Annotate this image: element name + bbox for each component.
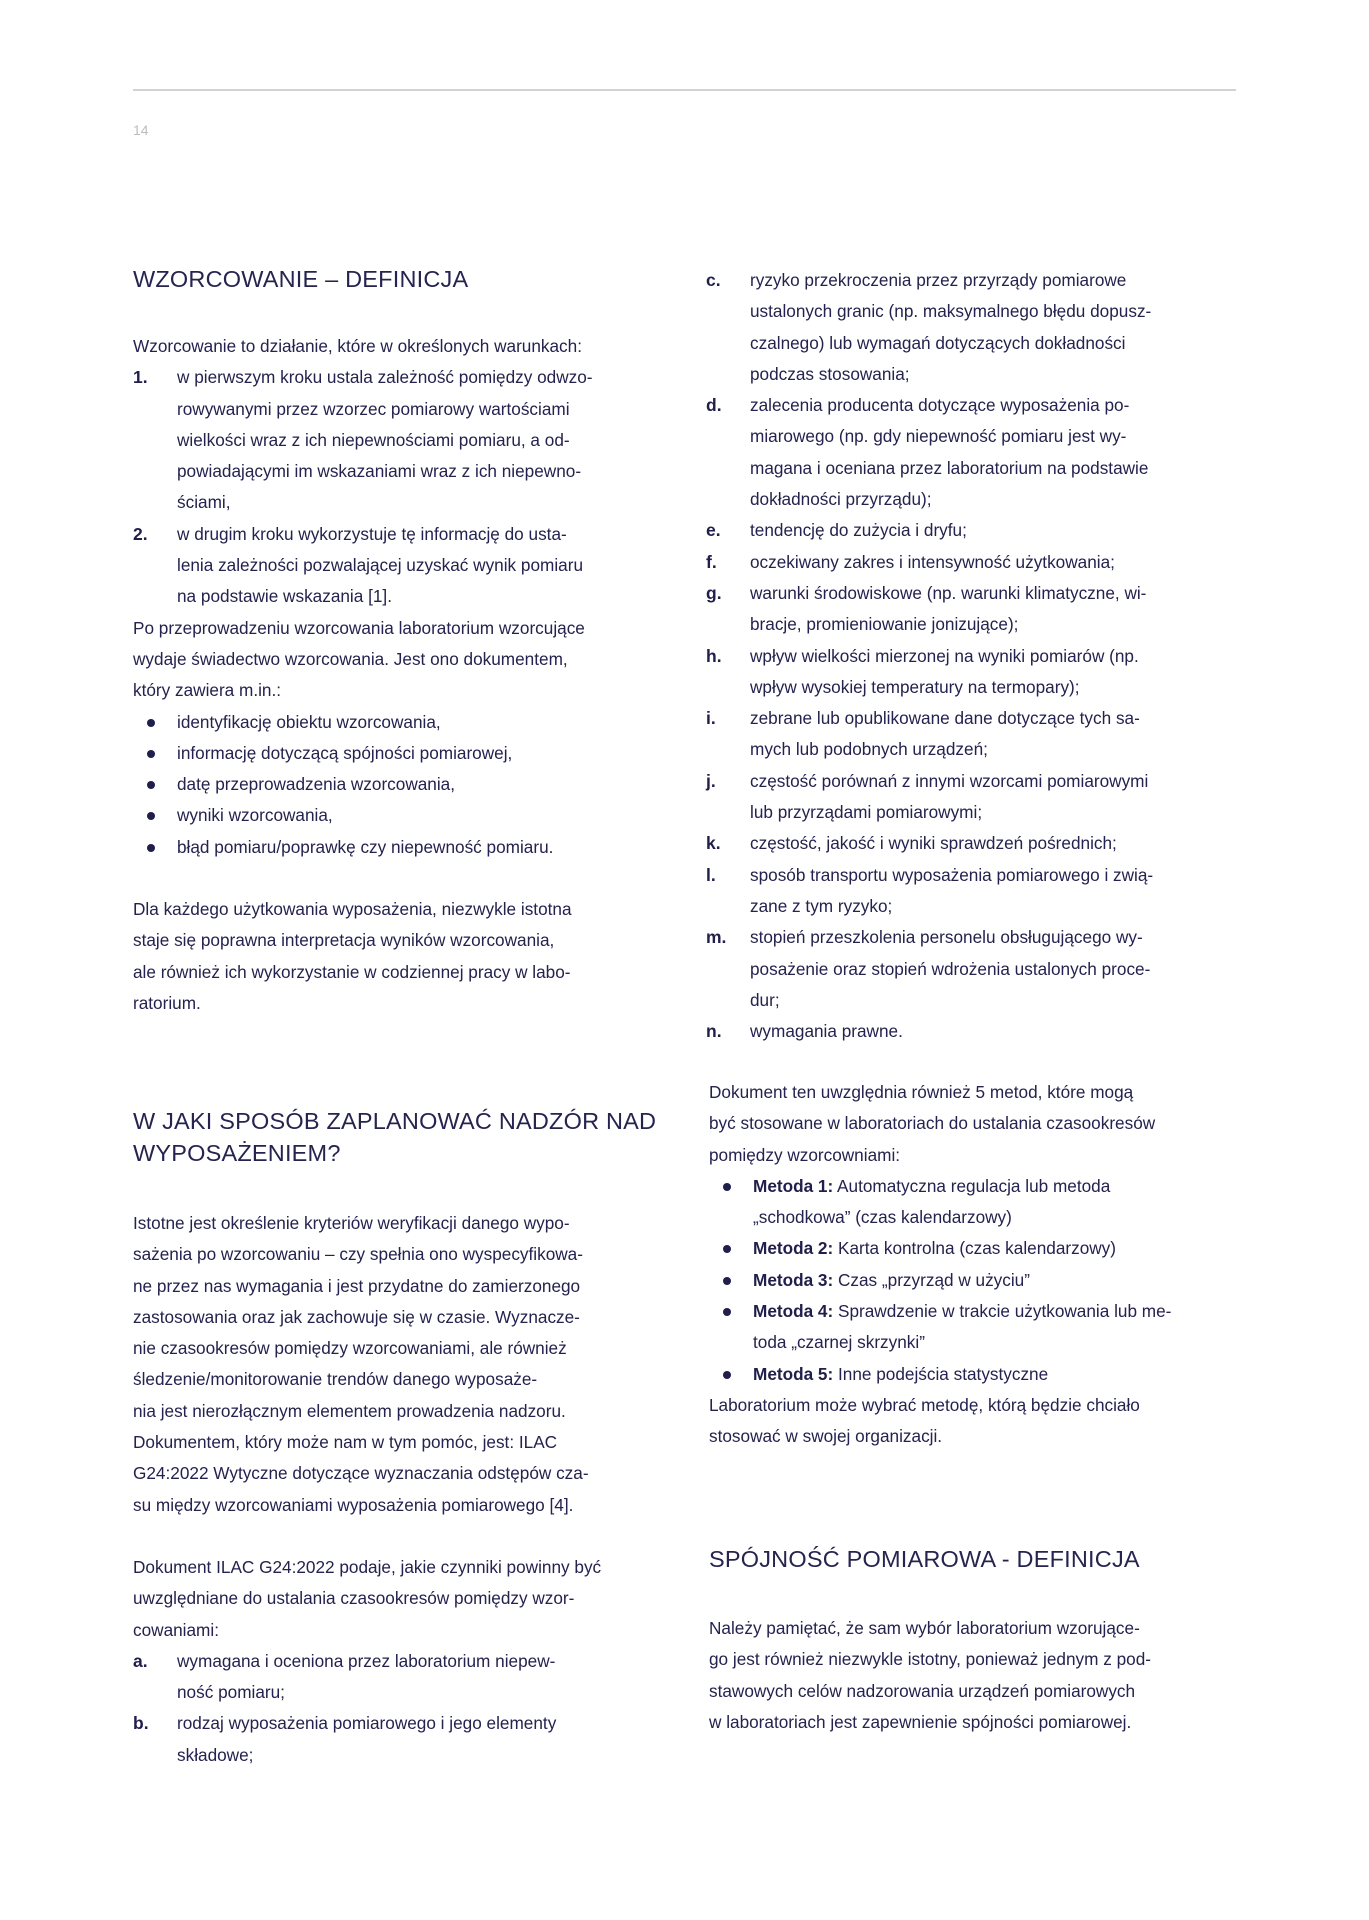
item-text-line: bracje, promieniowanie jonizujące); <box>750 614 1019 635</box>
item-text-line: wpływ wielkości mierzonej na wyniki pomiarów (np. <box>750 645 1139 666</box>
text-line: staje się poprawna interpretacja wyników wzorcowania, <box>133 930 555 951</box>
item-text-line: posażenie oraz stopień wdrożenia ustalonych proce- <box>750 958 1151 979</box>
text-line: Dokumentem, który może nam w tym pomóc, jest: ILAC <box>133 1432 558 1453</box>
factors-continued <box>706 265 1236 1047</box>
list-marker: e. <box>706 520 721 541</box>
method-label: Metoda 4: <box>753 1301 834 1322</box>
item-text-line: miarowego (np. gdy niepewność pomiaru jest wy- <box>750 426 1127 447</box>
text-line: być stosowane w laboratoriach do ustalania czasookresów <box>709 1113 1156 1134</box>
item-text-line: wpływ wysokiej temperatury na termopary); <box>750 676 1080 697</box>
item-text-line: zane z tym ryzyko; <box>750 895 893 916</box>
section-spojnosc <box>709 1543 1239 1738</box>
text-line: stosować w swojej organizacji. <box>709 1426 943 1447</box>
method-description: Inne podejścia statystyczne <box>833 1363 1049 1384</box>
list-marker: i. <box>706 708 716 729</box>
list-item <box>706 578 1236 641</box>
item-text-line: w pierwszym kroku ustala zależność pomiędzy odwzo- <box>177 367 593 388</box>
text-line: su między wzorcowaniami wyposażenia pomiarowego [4]. <box>133 1494 574 1515</box>
steps-list <box>133 362 663 612</box>
item-text-line: zalecenia producenta dotyczące wyposażenia po- <box>750 395 1130 416</box>
list-item <box>706 265 1236 390</box>
bullet-text: informację dotyczącą spójności pomiarowej, <box>177 742 513 763</box>
method-description: Karta kontrolna (czas kalendarzowy) <box>833 1238 1116 1259</box>
list-marker: a. <box>133 1650 148 1671</box>
method-item <box>709 1296 1239 1359</box>
list-marker: g. <box>706 582 722 603</box>
text-line: Istotne jest określenie kryteriów weryfikacji danego wypo- <box>133 1213 570 1233</box>
item-text-line: ryzyko przekroczenia przez przyrządy pomiarowe <box>750 270 1127 290</box>
item-text-line: wymagania prawne. <box>750 1021 903 1042</box>
bullet-text: identyfikację obiektu wzorcowania, <box>177 711 441 732</box>
list-item <box>133 1708 663 1771</box>
item-text-line: oczekiwany zakres i intensywność użytkowania; <box>750 551 1115 572</box>
bullet-icon <box>147 812 155 820</box>
item-text-line: dur; <box>750 989 780 1010</box>
list-item <box>133 362 663 518</box>
text-line: w laboratoriach jest zapewnienie spójności pomiarowej. <box>709 1711 1132 1732</box>
bullet-icon <box>723 1183 731 1191</box>
method-description: Sprawdzenie w trakcie użytkowania lub me- <box>833 1301 1172 1322</box>
method-item <box>709 1359 1239 1390</box>
method-text-line <box>753 1359 1239 1390</box>
text-line: stawowych celów nadzorowania urządzeń pomiarowych <box>709 1680 1136 1701</box>
text-line: cowaniami: <box>133 1619 219 1640</box>
item-text-line: sposób transportu wyposażenia pomiarowego i zwią- <box>750 864 1154 885</box>
text-line: Dokument ILAC G24:2022 podaje, jakie czynniki powinny być <box>133 1556 602 1577</box>
text-line: sażenia po wzorcowaniu – czy spełnia ono wyspecyfikowa- <box>133 1244 583 1265</box>
bullet-icon <box>147 844 155 852</box>
method-text-line <box>753 1296 1239 1327</box>
item-text-line: składowe; <box>177 1744 254 1765</box>
item-text-line: stopień przeszkolenia personelu obsługującego wy- <box>750 927 1143 948</box>
list-item <box>133 519 663 613</box>
bullet-item <box>133 832 663 863</box>
text-line: zastosowania oraz jak zachowuje się w czasie. Wyznacze- <box>133 1306 580 1327</box>
list-marker: n. <box>706 1021 722 1042</box>
list-marker: d. <box>706 395 722 416</box>
text-line: pomiędzy wzorcowniami: <box>709 1144 901 1165</box>
bullet-text: wyniki wzorcowania, <box>177 805 333 826</box>
list-marker: f. <box>706 551 717 572</box>
contents-list <box>133 707 663 863</box>
text-line: śledzenie/monitorowanie trendów danego wyposaże- <box>133 1369 538 1390</box>
factors-list-continued <box>706 265 1236 1047</box>
methods-outro <box>709 1390 1239 1453</box>
section-title-line: W JAKI SPOSÓB ZAPLANOWAĆ NADZÓR NAD <box>133 1108 657 1134</box>
list-marker: j. <box>706 770 716 791</box>
list-marker: b. <box>133 1713 149 1734</box>
list-item <box>706 703 1236 766</box>
method-text-line <box>753 1233 1239 1264</box>
method-label: Metoda 5: <box>753 1363 834 1384</box>
section-wzorcowanie <box>133 263 663 1019</box>
item-text-line: lenia zależności pozwalającej uzyskać wynik pomiaru <box>177 555 584 576</box>
text-line: Dokument ten uwzględnia również 5 metod, które mogą <box>709 1082 1134 1102</box>
bullet-icon <box>147 750 155 758</box>
list-marker: 1. <box>133 367 148 388</box>
item-text-line: ściami, <box>177 492 231 513</box>
list-item <box>706 860 1236 923</box>
item-text-line: na podstawie wskazania [1]. <box>177 586 392 607</box>
item-text-line: rowywanymi przez wzorzec pomiarowy wartościami <box>177 398 570 419</box>
list-marker: h. <box>706 645 722 666</box>
text-line: ratorium. <box>133 992 201 1013</box>
text-line: Laboratorium może wybrać metodę, którą będzie chciało <box>709 1394 1140 1415</box>
item-text-line: ność pomiaru; <box>177 1682 285 1703</box>
bullet-icon <box>723 1371 731 1379</box>
methods-list <box>709 1171 1239 1390</box>
item-text-line: tendencję do zużycia i dryfu; <box>750 520 967 541</box>
nadzor-paragraph <box>133 1208 663 1521</box>
bullet-icon <box>723 1245 731 1253</box>
bullet-item <box>133 769 663 800</box>
bullet-item <box>133 800 663 831</box>
ilac-paragraph <box>133 1552 663 1646</box>
list-marker: c. <box>706 270 721 290</box>
section-title: WZORCOWANIE – DEFINICJA <box>133 266 469 292</box>
method-item <box>709 1233 1239 1264</box>
bullet-icon <box>723 1277 731 1285</box>
list-marker: l. <box>706 864 716 885</box>
method-text-line <box>753 1265 1239 1296</box>
intro-text: Wzorcowanie to działanie, które w określonych warunkach: <box>133 336 582 356</box>
method-text-line: „schodkowa” (czas kalendarzowy) <box>753 1207 1012 1228</box>
page-number: 14 <box>133 122 149 138</box>
list-item <box>706 390 1236 515</box>
section-nadzor <box>133 1105 663 1771</box>
text-line: który zawiera m.in.: <box>133 680 282 701</box>
text-line: nie czasookresów pomiędzy wzorcowaniami, ale również <box>133 1338 567 1359</box>
item-text-line: częstość porównań z innymi wzorcami pomiarowymi <box>750 770 1149 791</box>
item-text-line: podczas stosowania; <box>750 363 910 384</box>
bullet-text: błąd pomiaru/poprawkę czy niepewność pomiaru. <box>177 836 554 857</box>
section-title: SPÓJNOŚĆ POMIAROWA - DEFINICJA <box>709 1546 1140 1572</box>
text-line: nia jest nierozłącznym elementem prowadzenia nadzoru. <box>133 1400 566 1421</box>
item-text-line: lub przyrządami pomiarowymi; <box>750 802 983 823</box>
method-text-line <box>753 1171 1239 1202</box>
method-label: Metoda 1: <box>753 1175 834 1196</box>
list-marker: k. <box>706 833 721 854</box>
list-item <box>706 547 1236 578</box>
text-line: Należy pamiętać, że sam wybór laboratorium wzorujące- <box>709 1618 1140 1638</box>
text-line: wydaje świadectwo wzorcowania. Jest ono dokumentem, <box>133 648 568 669</box>
text-line: Po przeprowadzeniu wzorcowania laboratorium wzorcujące <box>133 617 585 638</box>
bullet-text: datę przeprowadzenia wzorcowania, <box>177 774 456 795</box>
item-text-line: częstość, jakość i wyniki sprawdzeń pośrednich; <box>750 833 1117 854</box>
method-description: Czas „przyrząd w użyciu” <box>833 1269 1030 1290</box>
item-text-line: w drugim kroku wykorzystuje tę informację do usta- <box>177 523 567 544</box>
list-item <box>706 1016 1236 1047</box>
list-item <box>706 922 1236 1016</box>
list-item <box>706 766 1236 829</box>
list-item <box>706 641 1236 704</box>
spojnosc-paragraph <box>709 1613 1239 1738</box>
item-text-line: powiadającymi im wskazaniami wraz z ich niepewno- <box>177 461 582 482</box>
factors-list <box>133 1646 663 1771</box>
item-text-line: rodzaj wyposażenia pomiarowego i jego elementy <box>177 1713 557 1734</box>
text-line: uwzględniane do ustalania czasookresów pomiędzy wzor- <box>133 1588 575 1609</box>
item-text-line: wielkości wraz z ich niepewnościami pomiaru, a od- <box>177 429 570 450</box>
list-marker: m. <box>706 927 727 948</box>
item-text-line: warunki środowiskowe (np. warunki klimatyczne, wi- <box>750 582 1147 603</box>
item-text-line: wymagana i oceniona przez laboratorium niepew- <box>177 1650 556 1671</box>
method-label: Metoda 3: <box>753 1269 834 1290</box>
item-text-line: dokładności przyrządu); <box>750 489 932 510</box>
methods-section <box>709 1077 1239 1453</box>
text-line: ale również ich wykorzystanie w codziennej pracy w labo- <box>133 961 571 982</box>
item-text-line: zebrane lub opublikowane dane dotyczące tych sa- <box>750 708 1140 729</box>
method-item <box>709 1265 1239 1296</box>
text-line: Dla każdego użytkowania wyposażenia, niezwykle istotna <box>133 899 572 920</box>
bullet-icon <box>723 1308 731 1316</box>
section-title-line: WYPOSAŻENIEM? <box>133 1140 341 1166</box>
bullet-icon <box>147 719 155 727</box>
text-line: go jest również niezwykle istotny, ponieważ jednym z pod- <box>709 1649 1151 1670</box>
method-label: Metoda 2: <box>753 1238 834 1259</box>
item-text-line: mych lub podobnych urządzeń; <box>750 739 988 760</box>
list-item <box>706 515 1236 546</box>
item-text-line: czalnego) lub wymagań dotyczących dokładności <box>750 332 1126 353</box>
bullet-item <box>133 707 663 738</box>
text-line: G24:2022 Wytyczne dotyczące wyznaczania odstępów cza- <box>133 1463 589 1484</box>
list-item <box>706 828 1236 859</box>
bullet-item <box>133 738 663 769</box>
header-rule <box>133 89 1236 91</box>
methods-intro <box>709 1077 1239 1171</box>
item-text-line: magana i oceniana przez laboratorium na podstawie <box>750 457 1149 478</box>
method-text-line: toda „czarnej skrzynki” <box>753 1332 925 1353</box>
method-item <box>709 1171 1239 1234</box>
list-marker: 2. <box>133 523 148 544</box>
list-item <box>133 1646 663 1709</box>
closing-paragraph <box>133 894 663 1019</box>
after-paragraph <box>133 613 663 707</box>
bullet-icon <box>147 781 155 789</box>
item-text-line: ustalonych granic (np. maksymalnego błędu dopusz- <box>750 301 1152 322</box>
text-line: ne przez nas wymagania i jest przydatne do zamierzonego <box>133 1275 581 1296</box>
method-description: Automatyczna regulacja lub metoda <box>833 1175 1111 1196</box>
